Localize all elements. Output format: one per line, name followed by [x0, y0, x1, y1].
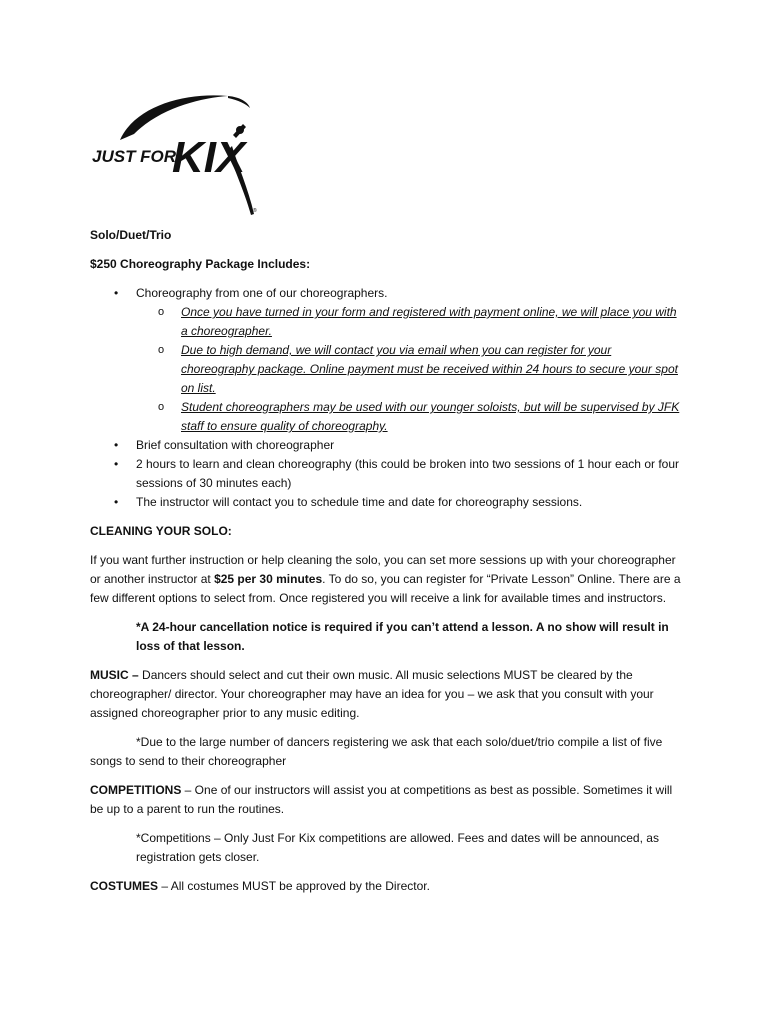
music-text: Dancers should select and cut their own music. All music selections MUST be cleared by the choreographer/ director. Your choreographer may have an idea for you – we ask that you consult with your assigned choreographer prior to any music editing. — [90, 668, 654, 720]
bullet-icon: • — [114, 286, 119, 300]
music-paragraph — [90, 666, 682, 723]
cleaning-paragraph — [90, 551, 682, 608]
list-item-text: 2 hours to learn and clean choreography (this could be broken into two sessions of 1 hour each or four sessions of 30 minutes each) — [136, 457, 679, 490]
list-item — [90, 284, 682, 436]
list-item-text: The instructor will contact you to schedule time and date for choreography sessions. — [136, 495, 583, 509]
sub-list — [136, 303, 682, 436]
sub-list-item — [136, 341, 682, 398]
costumes-text: – All costumes MUST be approved by the Director. — [158, 879, 430, 893]
circle-bullet-icon: o — [158, 401, 165, 413]
bullet-icon: • — [114, 495, 119, 509]
cleaning-text-a: If you want further instruction or help cleaning the solo, you can set more sessions up with your choreographer or another instructor at — [90, 553, 676, 586]
document-body — [90, 226, 682, 906]
costumes-paragraph — [90, 877, 682, 896]
sub-list-item-text: Once you have turned in your form and registered with payment online, we will place you with a choreographer. — [181, 305, 677, 338]
cancellation-notice: *A 24-hour cancellation notice is required if you can’t attend a lesson. A no show will result in loss of that lesson. — [136, 620, 669, 653]
music-label: MUSIC – — [90, 668, 139, 682]
list-item — [90, 455, 682, 493]
bullet-icon: • — [114, 457, 119, 471]
competitions-paragraph — [90, 781, 682, 819]
section-heading: Solo/Duet/Trio — [90, 228, 172, 242]
package-title: $250 Choreography Package Includes: — [90, 257, 311, 271]
logo-kix-text: KIX — [172, 133, 246, 182]
list-item — [90, 493, 682, 512]
cleaning-heading: CLEANING YOUR SOLO: — [90, 524, 232, 538]
cleaning-price: $25 per 30 minutes — [214, 572, 323, 586]
sub-list-item-text: Due to high demand, we will contact you via email when you can register for your choreography package. Online payment must be received within 24 hours to secure your spot on list. — [181, 343, 678, 395]
cleaning-text-b: . To do so, you can register for “Private Lesson” Online. There are a few different options to select from. Once registered you will receive a link for available times and instructors. — [90, 572, 681, 605]
package-list — [90, 284, 682, 512]
music-note: *Due to the large number of dancers registering we ask that each solo/duet/trio compile a list of five songs to send to their choreographer — [90, 735, 663, 768]
competitions-label: COMPETITIONS — [90, 783, 182, 797]
logo-registered-mark: ® — [253, 208, 257, 214]
competitions-note: *Competitions – Only Just For Kix competitions are allowed. Fees and dates will be announced, as registration gets closer. — [136, 831, 659, 864]
logo-swoosh-tip — [228, 96, 250, 108]
logo-just-for-text: JUST FOR — [92, 147, 177, 166]
costumes-label: COSTUMES — [90, 879, 159, 893]
list-item-text: Choreography from one of our choreographers. — [136, 286, 388, 300]
list-item-text: Brief consultation with choreographer — [136, 438, 335, 452]
circle-bullet-icon: o — [158, 344, 165, 356]
list-item — [90, 436, 682, 455]
just-for-kix-logo — [90, 88, 265, 218]
sub-list-item-text: Student choreographers may be used with our younger soloists, but will be supervised by JFK staff to ensure quality of choreography. — [181, 400, 680, 433]
sub-list-item — [136, 303, 682, 341]
circle-bullet-icon: o — [158, 306, 165, 318]
sub-list-item — [136, 398, 682, 436]
logo-graphic — [90, 88, 265, 218]
competitions-text: – One of our instructors will assist you at competitions as best as possible. Sometimes it will be up to a parent to run the routines. — [90, 783, 673, 816]
bullet-icon: • — [114, 438, 119, 452]
